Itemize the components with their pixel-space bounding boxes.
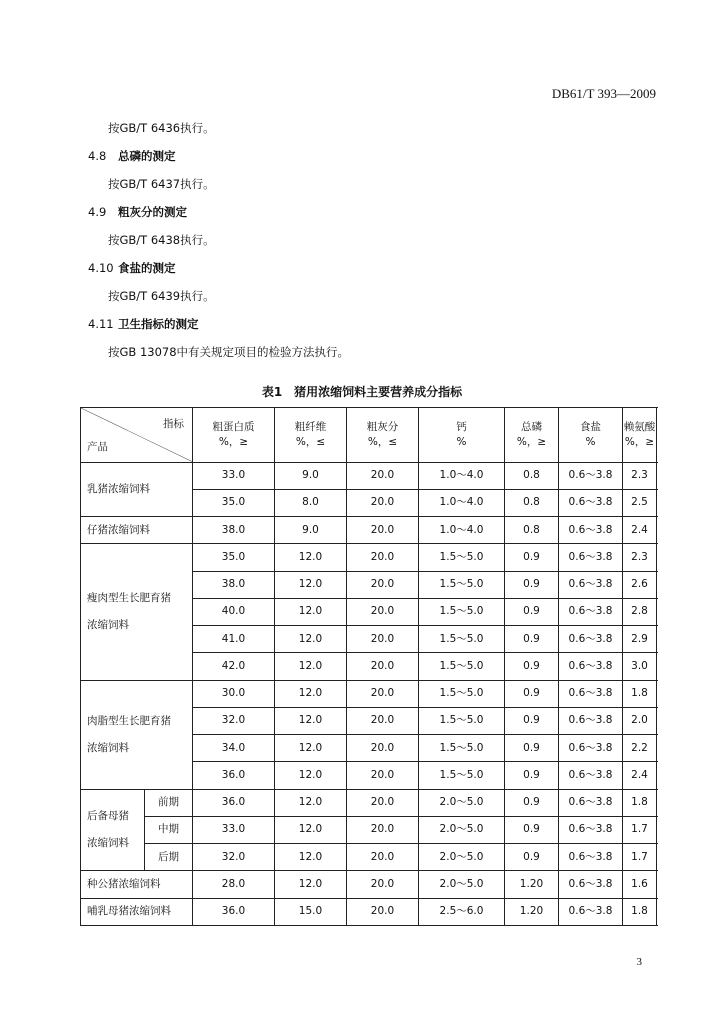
product-cell: 仔猪浓缩饲料 [81, 517, 193, 544]
column-header [505, 408, 559, 463]
value-cell: 0.9 [505, 626, 559, 653]
value-cell: 1.5～5.0 [419, 544, 505, 571]
value-cell: 1.5～5.0 [419, 680, 505, 707]
value-cell: 20.0 [347, 462, 419, 489]
table-row [81, 789, 657, 816]
table-row [81, 871, 657, 898]
value-cell: 2.3 [623, 544, 657, 571]
value-cell: 38.0 [193, 517, 275, 544]
value-cell: 0.9 [505, 653, 559, 680]
stage-cell: 后期 [145, 844, 193, 871]
value-cell: 0.6～3.8 [559, 762, 623, 789]
value-cell: 30.0 [193, 680, 275, 707]
product-cell: 哺乳母猪浓缩饲料 [81, 898, 193, 925]
section-number: 4.11 [88, 317, 114, 331]
value-cell: 2.9 [623, 626, 657, 653]
value-cell: 0.6～3.8 [559, 844, 623, 871]
value-cell: 2.0～5.0 [419, 844, 505, 871]
value-cell: 2.3 [623, 462, 657, 489]
section-title: 卫生指标的测定 [118, 317, 199, 331]
value-cell: 12.0 [275, 544, 347, 571]
column-unit: %，≥ [218, 435, 249, 448]
body-text-line: 按GB 13078中有关规定项目的检验方法执行。 [108, 345, 350, 359]
value-cell: 12.0 [275, 680, 347, 707]
value-cell: 0.9 [505, 707, 559, 734]
section-heading [88, 204, 187, 220]
table-row [81, 816, 657, 843]
value-cell: 42.0 [193, 653, 275, 680]
column-name: 赖氨酸 [623, 420, 656, 433]
value-cell: 0.6～3.8 [559, 598, 623, 625]
product-cell [81, 789, 145, 871]
value-cell: 12.0 [275, 871, 347, 898]
value-cell: 20.0 [347, 626, 419, 653]
value-cell: 12.0 [275, 762, 347, 789]
value-cell: 1.5～5.0 [419, 626, 505, 653]
column-header [275, 408, 347, 463]
value-cell: 9.0 [275, 517, 347, 544]
section-number: 4.9 [88, 205, 107, 219]
value-cell: 0.9 [505, 789, 559, 816]
section-number: 4.8 [88, 149, 107, 163]
value-cell: 0.6～3.8 [559, 571, 623, 598]
value-cell: 2.0～5.0 [419, 816, 505, 843]
column-unit: %，≤ [295, 435, 326, 448]
value-cell: 1.8 [623, 898, 657, 925]
value-cell: 1.5～5.0 [419, 653, 505, 680]
product-cell [81, 544, 193, 680]
value-cell: 12.0 [275, 789, 347, 816]
value-cell: 0.9 [505, 680, 559, 707]
value-cell: 2.4 [623, 517, 657, 544]
section-heading [88, 260, 176, 276]
value-cell: 20.0 [347, 571, 419, 598]
column-name: 钙 [456, 420, 467, 433]
value-cell: 36.0 [193, 789, 275, 816]
value-cell: 1.5～5.0 [419, 598, 505, 625]
product-name-line: 瘦肉型生长肥育猪 [87, 591, 171, 604]
value-cell: 20.0 [347, 898, 419, 925]
value-cell: 2.5～6.0 [419, 898, 505, 925]
value-cell: 20.0 [347, 735, 419, 762]
column-header [419, 408, 505, 463]
body-text-line: 按GB/T 6436执行。 [108, 121, 215, 135]
value-cell: 0.6～3.8 [559, 653, 623, 680]
value-cell: 20.0 [347, 871, 419, 898]
table-row [81, 517, 657, 544]
value-cell: 2.2 [623, 735, 657, 762]
value-cell: 20.0 [347, 680, 419, 707]
table-caption: 表1 猪用浓缩饲料主要营养成分指标 [261, 385, 463, 399]
value-cell: 34.0 [193, 735, 275, 762]
page-number: 3 [636, 956, 642, 968]
value-cell: 1.5～5.0 [419, 707, 505, 734]
value-cell: 2.8 [623, 598, 657, 625]
value-cell: 12.0 [275, 598, 347, 625]
value-cell: 1.8 [623, 680, 657, 707]
section-heading [88, 148, 176, 164]
value-cell: 0.6～3.8 [559, 489, 623, 516]
value-cell: 0.6～3.8 [559, 735, 623, 762]
value-cell: 12.0 [275, 844, 347, 871]
value-cell: 40.0 [193, 598, 275, 625]
value-cell: 36.0 [193, 898, 275, 925]
value-cell: 1.6 [623, 871, 657, 898]
value-cell: 1.5～5.0 [419, 762, 505, 789]
value-cell: 0.9 [505, 762, 559, 789]
value-cell: 0.6～3.8 [559, 816, 623, 843]
value-cell: 38.0 [193, 571, 275, 598]
product-cell: 乳猪浓缩饲料 [81, 462, 193, 517]
value-cell: 0.9 [505, 735, 559, 762]
value-cell: 32.0 [193, 844, 275, 871]
value-cell: 0.9 [505, 598, 559, 625]
value-cell: 1.8 [623, 789, 657, 816]
value-cell: 20.0 [347, 816, 419, 843]
column-header [623, 408, 657, 463]
product-name-line: 浓缩饲料 [87, 618, 129, 631]
value-cell: 20.0 [347, 653, 419, 680]
column-unit: %，≥ [516, 435, 547, 448]
value-cell: 0.9 [505, 571, 559, 598]
column-header [347, 408, 419, 463]
value-cell: 20.0 [347, 707, 419, 734]
column-header [193, 408, 275, 463]
column-unit: %，≥ [624, 435, 655, 448]
value-cell: 12.0 [275, 707, 347, 734]
product-cell [81, 680, 193, 789]
value-cell: 33.0 [193, 816, 275, 843]
stage-cell: 中期 [145, 816, 193, 843]
value-cell: 20.0 [347, 544, 419, 571]
value-cell: 0.6～3.8 [559, 626, 623, 653]
section-title: 食盐的测定 [118, 261, 176, 275]
value-cell: 0.6～3.8 [559, 517, 623, 544]
value-cell: 0.9 [505, 816, 559, 843]
column-unit: % [585, 435, 596, 448]
value-cell: 35.0 [193, 489, 275, 516]
body-text-line: 按GB/T 6437执行。 [108, 177, 215, 191]
column-header [559, 408, 623, 463]
corner-label-product: 产品 [87, 440, 108, 453]
column-name: 食盐 [580, 420, 601, 433]
value-cell: 1.0～4.0 [419, 462, 505, 489]
product-cell: 种公猪浓缩饲料 [81, 871, 193, 898]
column-unit: %，≤ [367, 435, 398, 448]
value-cell: 0.9 [505, 544, 559, 571]
body-text-line: 按GB/T 6439执行。 [108, 289, 215, 303]
value-cell: 0.6～3.8 [559, 871, 623, 898]
value-cell: 20.0 [347, 489, 419, 516]
value-cell: 33.0 [193, 462, 275, 489]
value-cell: 9.0 [275, 462, 347, 489]
section-title: 粗灰分的测定 [118, 205, 187, 219]
value-cell: 2.4 [623, 762, 657, 789]
value-cell: 0.6～3.8 [559, 544, 623, 571]
value-cell: 20.0 [347, 844, 419, 871]
value-cell: 1.20 [505, 871, 559, 898]
value-cell: 41.0 [193, 626, 275, 653]
column-name: 粗蛋白质 [212, 420, 255, 433]
value-cell: 32.0 [193, 707, 275, 734]
column-name: 粗纤维 [294, 420, 327, 433]
document-code: DB61/T 393—2009 [551, 86, 656, 101]
value-cell: 1.5～5.0 [419, 735, 505, 762]
value-cell: 20.0 [347, 598, 419, 625]
value-cell: 2.0～5.0 [419, 871, 505, 898]
value-cell: 12.0 [275, 626, 347, 653]
value-cell: 12.0 [275, 735, 347, 762]
body-text-line: 按GB/T 6438执行。 [108, 233, 215, 247]
table-row [81, 844, 657, 871]
value-cell: 1.5～5.0 [419, 571, 505, 598]
value-cell: 36.0 [193, 762, 275, 789]
value-cell: 0.8 [505, 462, 559, 489]
value-cell: 1.20 [505, 898, 559, 925]
value-cell: 35.0 [193, 544, 275, 571]
value-cell: 3.0 [623, 653, 657, 680]
value-cell: 12.0 [275, 653, 347, 680]
column-unit: % [456, 435, 467, 448]
value-cell: 0.8 [505, 517, 559, 544]
value-cell: 0.8 [505, 489, 559, 516]
value-cell: 2.6 [623, 571, 657, 598]
value-cell: 1.7 [623, 844, 657, 871]
table-row [81, 898, 657, 925]
product-name-line: 肉脂型生长肥育猪 [87, 714, 171, 727]
value-cell: 0.6～3.8 [559, 707, 623, 734]
section-title: 总磷的测定 [118, 149, 176, 163]
table-row [81, 544, 657, 571]
value-cell: 0.6～3.8 [559, 898, 623, 925]
value-cell: 28.0 [193, 871, 275, 898]
value-cell: 2.0 [623, 707, 657, 734]
value-cell: 20.0 [347, 517, 419, 544]
value-cell: 15.0 [275, 898, 347, 925]
column-name: 粗灰分 [366, 420, 399, 433]
value-cell: 20.0 [347, 789, 419, 816]
product-name-line: 后备母猪 [87, 809, 129, 822]
value-cell: 8.0 [275, 489, 347, 516]
value-cell: 0.9 [505, 844, 559, 871]
value-cell: 0.6～3.8 [559, 680, 623, 707]
table-row [81, 680, 657, 707]
value-cell: 12.0 [275, 816, 347, 843]
product-name-line: 浓缩饲料 [87, 836, 129, 849]
table-header-row [81, 408, 657, 463]
value-cell: 1.0～4.0 [419, 517, 505, 544]
value-cell: 2.5 [623, 489, 657, 516]
stage-cell: 前期 [145, 789, 193, 816]
value-cell: 20.0 [347, 762, 419, 789]
nutrient-table [80, 407, 657, 926]
table-corner-cell [81, 408, 193, 463]
product-name-line: 浓缩饲料 [87, 741, 129, 754]
value-cell: 12.0 [275, 571, 347, 598]
value-cell: 0.6～3.8 [559, 789, 623, 816]
value-cell: 1.0～4.0 [419, 489, 505, 516]
corner-label-indicator: 指标 [163, 418, 184, 430]
column-name: 总磷 [521, 420, 542, 433]
value-cell: 2.0～5.0 [419, 789, 505, 816]
value-cell: 1.7 [623, 816, 657, 843]
section-number: 4.10 [88, 261, 114, 275]
value-cell: 0.6～3.8 [559, 462, 623, 489]
section-heading [88, 316, 199, 332]
table-row [81, 462, 657, 489]
